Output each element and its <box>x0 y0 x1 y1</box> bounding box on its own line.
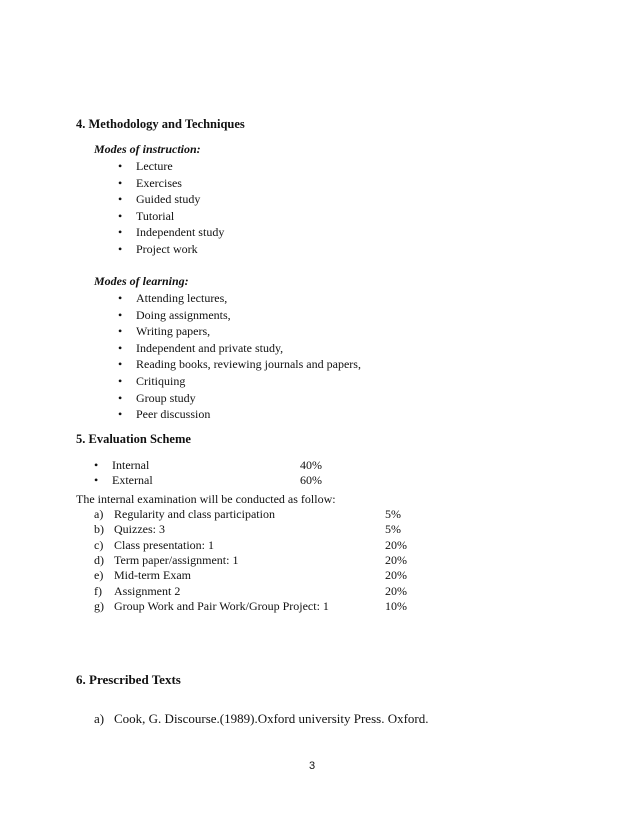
learning-list <box>118 290 361 423</box>
summary-label: External <box>112 473 153 487</box>
learning-heading: Modes of learning: <box>94 274 189 288</box>
item-text: Assignment 2 <box>114 584 181 598</box>
list-item: • Critiquing <box>118 373 361 390</box>
list-item: • Independent study <box>118 224 224 241</box>
page-number: 3 <box>309 760 316 772</box>
item-text: Quizzes: 3 <box>114 522 165 536</box>
item-letter: g) <box>94 599 104 613</box>
bullet-icon: • <box>94 473 99 487</box>
list-item: • Guided study <box>118 191 224 208</box>
item-letter: f) <box>94 584 102 598</box>
evaluation-row <box>94 584 414 599</box>
item-value: 10% <box>385 599 407 613</box>
bullet-icon: • <box>94 458 99 472</box>
item-letter: a) <box>94 507 104 521</box>
section-6-title: 6. Prescribed Texts <box>76 672 181 687</box>
list-item: • Independent and private study, <box>118 340 361 357</box>
list-item: • Lecture <box>118 158 224 175</box>
item-letter: c) <box>94 538 104 552</box>
prescribed-text-row <box>94 710 429 727</box>
list-item: • Reading books, reviewing journals and papers, <box>118 356 361 373</box>
evaluation-row <box>94 538 414 553</box>
summary-value: 60% <box>300 473 322 487</box>
summary-value: 40% <box>300 458 322 472</box>
item-value: 5% <box>385 507 401 521</box>
item-text: Term paper/assignment: 1 <box>114 553 239 567</box>
instruction-heading: Modes of instruction: <box>94 142 201 156</box>
list-item: • Group study <box>118 390 361 407</box>
list-item: • Attending lectures, <box>118 290 361 307</box>
evaluation-row <box>94 522 414 537</box>
item-letter: d) <box>94 553 104 567</box>
list-item: • Doing assignments, <box>118 307 361 324</box>
evaluation-intro: The internal examination will be conducted as follow: <box>76 492 336 506</box>
item-value: 20% <box>385 568 407 582</box>
item-letter: a) <box>94 711 105 726</box>
item-value: 20% <box>385 553 407 567</box>
evaluation-row <box>94 553 414 568</box>
item-value: 5% <box>385 522 401 536</box>
item-text: Class presentation: 1 <box>114 538 214 552</box>
item-text: Regularity and class participation <box>114 507 275 521</box>
item-value: 20% <box>385 584 407 598</box>
item-text: Group Work and Pair Work/Group Project: 1 <box>114 599 329 613</box>
section-5-title: 5. Evaluation Scheme <box>76 432 191 446</box>
list-item: • Writing papers, <box>118 323 361 340</box>
summary-row-internal <box>94 458 354 473</box>
item-letter: e) <box>94 568 104 582</box>
item-letter: b) <box>94 522 104 536</box>
list-item: • Peer discussion <box>118 406 361 423</box>
list-item: • Project work <box>118 241 224 258</box>
list-item: • Tutorial <box>118 208 224 225</box>
evaluation-row <box>94 599 414 614</box>
item-text: Cook, G. Discourse.(1989).Oxford university Press. Oxford. <box>114 711 429 726</box>
instruction-list <box>118 158 224 258</box>
item-text: Mid-term Exam <box>114 568 191 582</box>
list-item: • Exercises <box>118 175 224 192</box>
section-4-title: 4. Methodology and Techniques <box>76 117 245 131</box>
summary-label: Internal <box>112 458 150 472</box>
evaluation-row <box>94 568 414 583</box>
evaluation-row <box>94 507 414 522</box>
item-value: 20% <box>385 538 407 552</box>
summary-row-external <box>94 473 354 488</box>
